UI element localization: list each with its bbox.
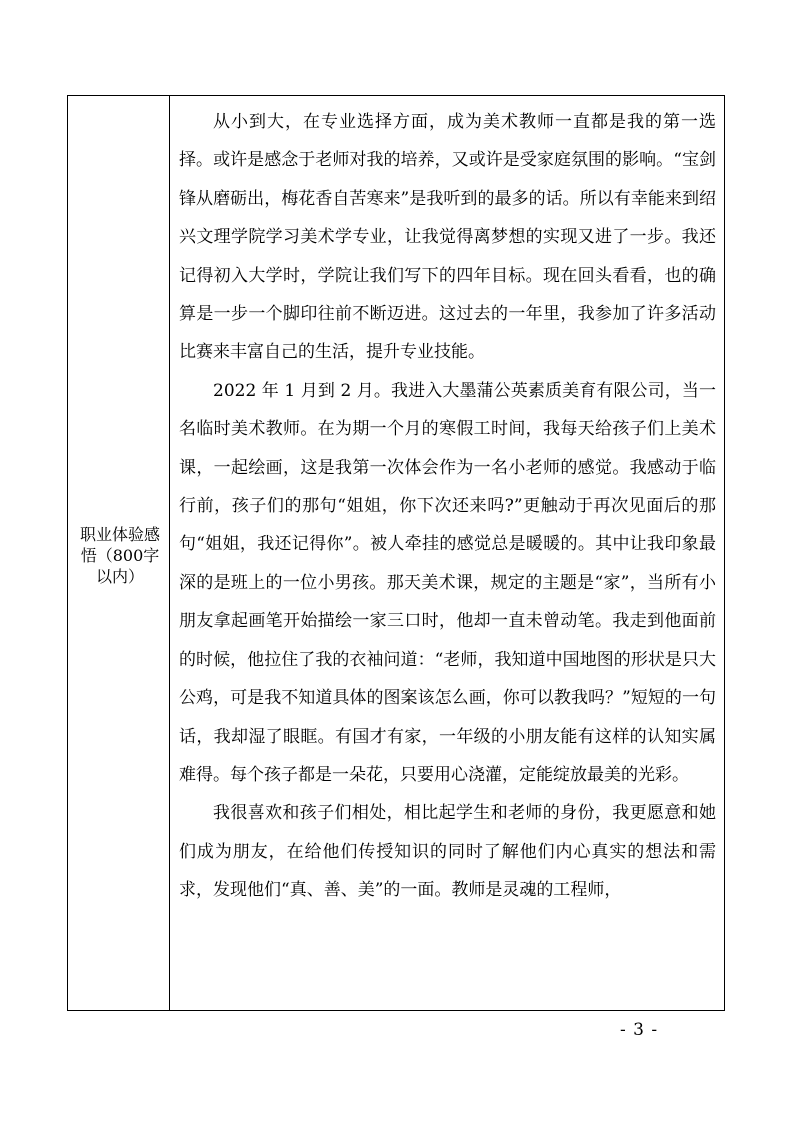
column-divider	[169, 96, 170, 1010]
paragraph-1: 从小到大，在专业选择方面，成为美术教师一直都是我的第一选择。或许是感念于老师对我的培养，又或许是受家庭氛围的影响。“宝剑锋从磨砺出，梅花香自苦寒来”是我听到的最多的话。所以有幸能来到绍兴文理学院学习美术学专业，让我觉得离梦想的实现又进了一步。我还记得初入大学时，学院让我们写下的四年目标。现在回头看看，也的确算是一步一个脚印往前不断迈进。这过去的一年里，我参加了许多活动比赛来丰富自己的生活，提升专业技能。	[179, 112, 716, 363]
paragraph-3: 我很喜欢和孩子们相处，相比起学生和老师的身份，我更愿意和她们成为朋友，在给他们传授知识的同时了解他们内心真实的想法和需求，发现他们“真、善、美”的一面。教师是灵魂的工程师，	[179, 803, 716, 901]
paragraph-2: 2022 年 1 月到 2 月。我进入大墨蒲公英素质美育有限公司，当一名临时美术教师。在为期一个月的寒假工时间，我每天给孩子们上美术课，一起绘画，这是我第一次体会作为一名小老师的感觉。我感动于临行前，孩子们的那句“姐姐，你下次还来吗?”更触动于再次见面后的那句“姐姐，我还记得你”。被人牵挂的感觉总是暖暖的。其中让我印象最深的是班上的一位小男孩。那天美术课，规定的主题是“家”，当所有小朋友拿起画笔开始描绘一家三口时，他却一直未曾动笔。我走到他面前的时候，他拉住了我的衣袖问道：“老师，我知道中国地图的形状是只大公鸡，可是我不知道具体的图案该怎么画，你可以教我吗？”短短的一句话，我却湿了眼眶。有国才有家，一年级的小朋友能有这样的认知实属难得。每个孩子都是一朵花，只要用心浇灌，定能绽放最美的光彩。	[179, 380, 716, 785]
row-label: 职业体验感悟（800字以内）	[79, 525, 160, 586]
experience-table	[67, 95, 725, 1011]
page-number: - 3 -	[620, 1020, 659, 1040]
reflection-content	[179, 103, 716, 910]
